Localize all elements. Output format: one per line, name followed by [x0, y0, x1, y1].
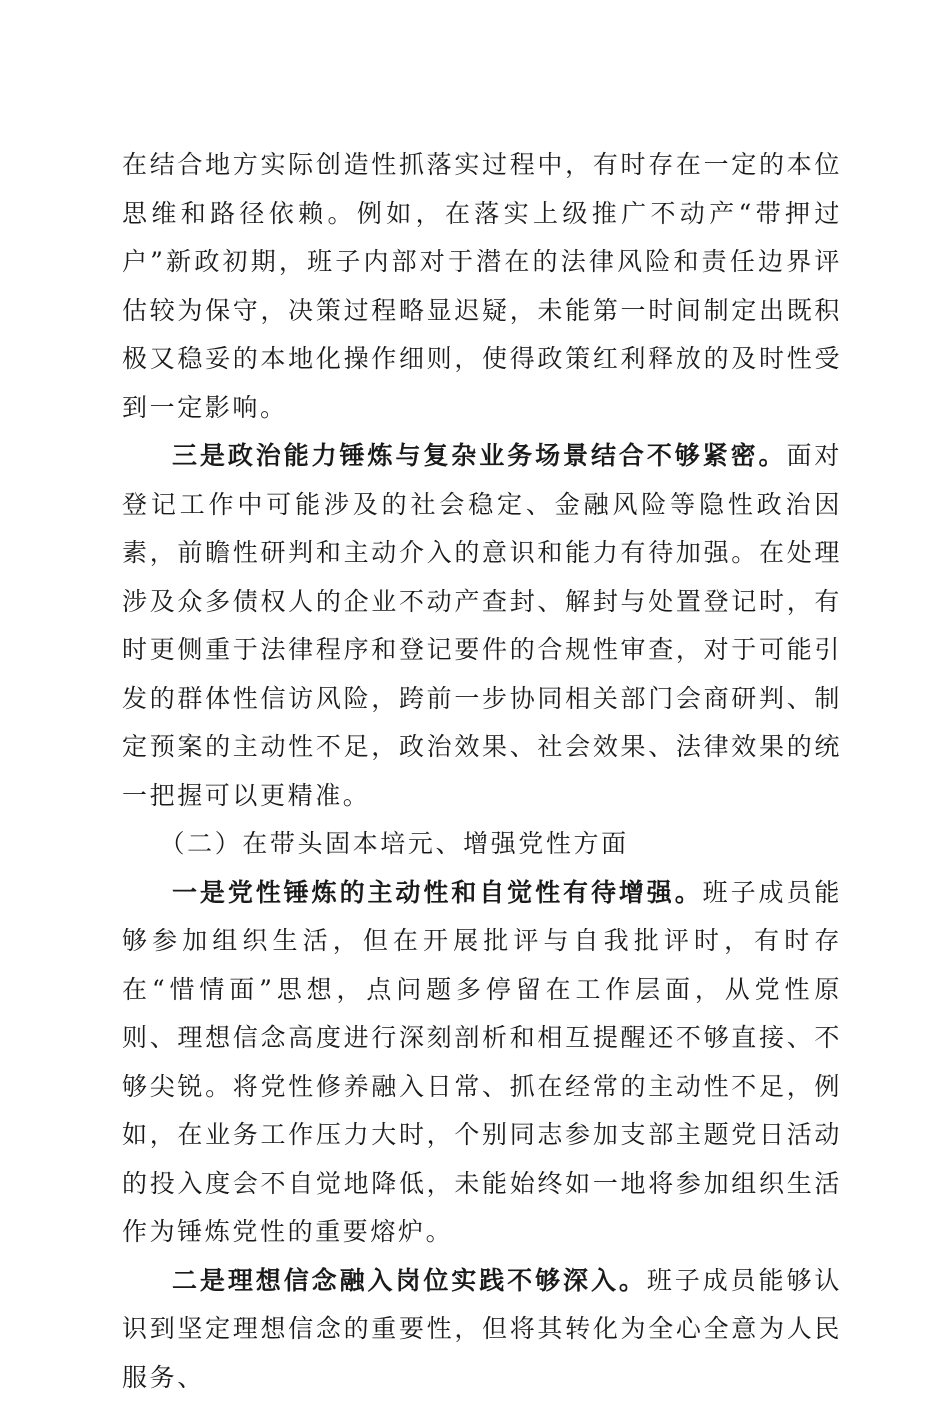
paragraph-lead: 三是政治能力锤炼与复杂业务场景结合不够紧密。: [172, 441, 786, 470]
document-body: [122, 141, 842, 1402]
paragraph-political-ability: [122, 432, 842, 820]
paragraph-lead: 二是理想信念融入岗位实践不够深入。: [172, 1266, 647, 1295]
paragraph-continuation: [122, 141, 842, 432]
paragraph-ideals: [122, 1257, 842, 1402]
paragraph-text: 班子成员能够认识到坚定理想信念的重要性，但将其转化为全心全意为人民服务、: [122, 1266, 842, 1392]
section-heading: （二）在带头固本培元、增强党性方面: [122, 820, 842, 869]
paragraph-lead: 一是党性锤炼的主动性和自觉性有待增强。: [172, 878, 703, 907]
paragraph-text: 面对登记工作中可能涉及的社会稳定、金融风险等隐性政治因素，前瞻性研判和主动介入的意识和能力有待加强。在处理涉及众多债权人的企业不动产查封、解封与处置登记时，有时更侧重于法律程序和登记要件的合规性审查，对于可能引发的群体性信访风险，跨前一步协同相关部门会商研判、制定预案的主动性不足，政治效果、社会效果、法律效果的统一把握可以更精准。: [122, 441, 842, 810]
paragraph-text: 在结合地方实际创造性抓落实过程中，有时存在一定的本位思维和路径依赖。例如，在落实上级推广不动产“带押过户”新政初期，班子内部对于潜在的法律风险和责任边界评估较为保守，决策过程略显迟疑，未能第一时间制定出既积极又稳妥的本地化操作细则，使得政策红利释放的及时性受到一定影响。: [122, 150, 842, 422]
paragraph-text: 班子成员能够参加组织生活，但在开展批评与自我批评时，有时存在“惜情面”思想，点问题多停留在工作层面，从党性原则、理想信念高度进行深刻剖析和相互提醒还不够直接、不够尖锐。将党性修养融入日常、抓在经常的主动性不足，例如，在业务工作压力大时，个别同志参加支部主题党日活动的投入度会不自觉地降低，未能始终如一地将参加组织生活作为锤炼党性的重要熔炉。: [122, 878, 842, 1247]
paragraph-party-spirit: [122, 869, 842, 1257]
